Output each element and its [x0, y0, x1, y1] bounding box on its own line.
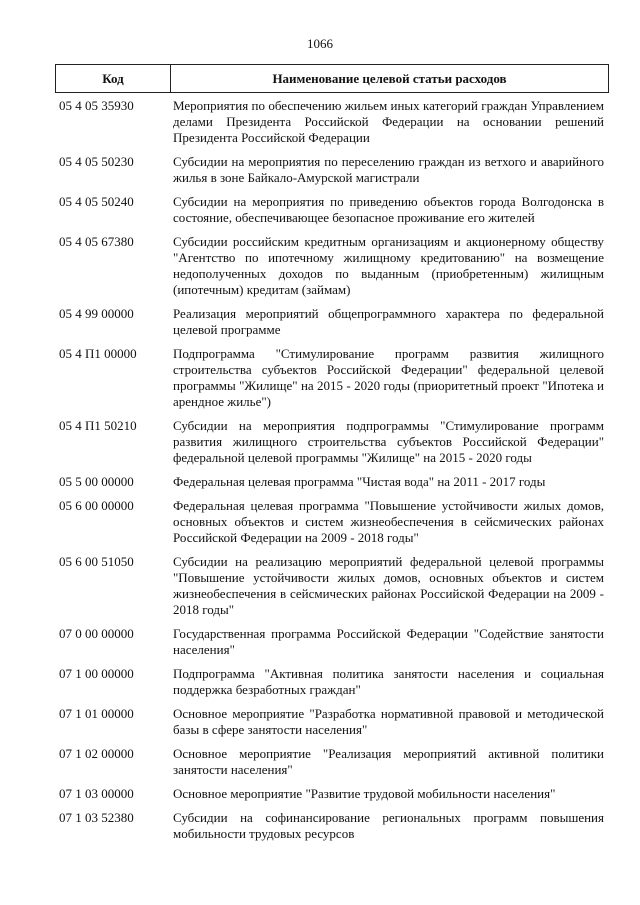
row-name: Субсидии на реализацию мероприятий федеральной целевой программы "Повышение устойчивости жилых домов, основных объектов и систем жизнеобеспечения в сейсмических районах Российской Федерации на 2009 - 2018 годы": [173, 554, 604, 617]
row-name: Основное мероприятие "Разработка нормативной правовой и методической базы в сфере занятости населения": [173, 706, 604, 737]
row-name: Основное мероприятие "Реализация мероприятий активной политики занятости населения": [173, 746, 604, 777]
table-row: [59, 626, 604, 658]
row-code: 07 1 02 00000: [59, 746, 134, 761]
row-code: 07 1 00 00000: [59, 666, 134, 681]
table-row: [59, 154, 604, 186]
table-row: [59, 746, 604, 778]
column-header-code: Код: [56, 65, 171, 92]
row-code: 05 4 99 00000: [59, 306, 134, 321]
table-row: [59, 234, 604, 298]
row-name: Мероприятия по обеспечению жильем иных категорий граждан Управлением делами Президента Российской Федерации на основании решений Президента Российской Федерации: [173, 98, 604, 145]
row-name: Реализация мероприятий общепрограммного характера по федеральной целевой программе: [173, 306, 604, 337]
row-name: Основное мероприятие "Развитие трудовой мобильности населения": [173, 786, 556, 801]
row-name: Субсидии на мероприятия по переселению граждан из ветхого и аварийного жилья в зоне Байкало-Амурской магистрали: [173, 154, 604, 185]
row-name: Субсидии на мероприятия подпрограммы "Стимулирование программ развития жилищного строительства субъектов Российской Федерации" федеральной целевой программы "Жилище" на 2015 - 2020 годы: [173, 418, 604, 465]
table-row: [59, 346, 604, 410]
table-row: [59, 810, 604, 842]
row-code: 05 4 05 35930: [59, 98, 134, 113]
row-code: 07 1 03 52380: [59, 810, 134, 825]
row-code: 05 5 00 00000: [59, 474, 134, 489]
table-row: [59, 706, 604, 738]
row-code: 05 4 05 50230: [59, 154, 134, 169]
row-name: Федеральная целевая программа "Повышение устойчивости жилых домов, основных объектов и систем жизнеобеспечения в сейсмических районах Российской Федерации на 2009 - 2018 годы": [173, 498, 604, 545]
row-name: Государственная программа Российской Федерации "Содействие занятости населения": [173, 626, 604, 657]
table-row: [59, 666, 604, 698]
table-header: [55, 64, 609, 93]
table-row: [59, 98, 604, 146]
table-body: [59, 98, 604, 850]
row-code: 05 4 П1 00000: [59, 346, 137, 361]
table-row: [59, 418, 604, 466]
row-code: 05 4 05 50240: [59, 194, 134, 209]
row-code: 07 1 01 00000: [59, 706, 134, 721]
row-name: Федеральная целевая программа "Чистая вода" на 2011 - 2017 годы: [173, 474, 546, 489]
row-name: Подпрограмма "Стимулирование программ развития жилищного строительства субъектов Российской Федерации" федеральной целевой программы "Жилище" на 2015 - 2020 годы (приоритетный проект "Ипотека и арендное жилье"): [173, 346, 604, 409]
row-code: 05 6 00 00000: [59, 498, 134, 513]
row-code: 07 0 00 00000: [59, 626, 134, 641]
table-row: [59, 306, 604, 338]
row-name: Субсидии российским кредитным организациям и акционерному обществу "Агентство по ипотечному жилищному кредитованию" на возмещение недополученных доходов по выданным (приобретенным) жилищным (ипотечным) кредитам (займам): [173, 234, 604, 297]
table-row: [59, 554, 604, 618]
row-code: 05 6 00 51050: [59, 554, 134, 569]
row-name: Субсидии на мероприятия по приведению объектов города Волгодонска в состояние, обеспечивающее безопасное проживание его жителей: [173, 194, 604, 225]
row-code: 05 4 05 67380: [59, 234, 134, 249]
page-number: 1066: [307, 36, 333, 51]
column-header-name: Наименование целевой статьи расходов: [272, 70, 507, 86]
row-name: Подпрограмма "Активная политика занятости населения и социальная поддержка безработных граждан": [173, 666, 604, 697]
table-row: [59, 786, 604, 802]
row-name: Субсидии на софинансирование региональных программ повышения мобильности трудовых ресурсов: [173, 810, 604, 841]
row-code: 07 1 03 00000: [59, 786, 134, 801]
table-row: [59, 474, 604, 490]
table-row: [59, 498, 604, 546]
table-row: [59, 194, 604, 226]
row-code: 05 4 П1 50210: [59, 418, 137, 433]
